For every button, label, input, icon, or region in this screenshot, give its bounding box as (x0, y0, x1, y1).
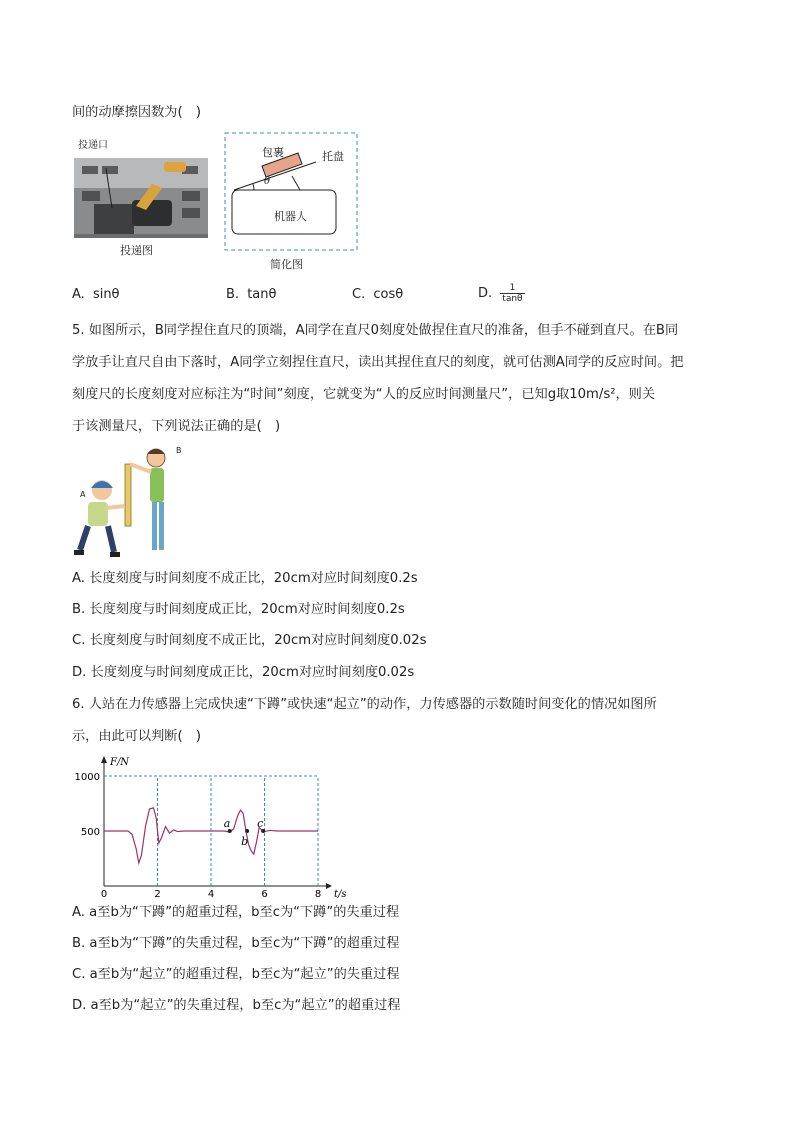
y-axis-arrow (101, 756, 107, 763)
q4-option-b[interactable] (226, 287, 276, 302)
q5-line-1: 5. 如图所示，B同学捏住直尺的顶端，A同学在直尺0刻度处做捏住直尺的准备，但手不碰到直尺。在B同 (72, 323, 679, 338)
fraction-denominator: tanθ (502, 294, 523, 304)
y-axis-label: F/N (110, 757, 130, 768)
point-label-c: c (257, 817, 264, 830)
q5-option-d[interactable]: D. 长度刻度与时间刻度成正比，20cm对应时间刻度0.02s (72, 665, 415, 680)
photo-label-delivery-port: 投递口 (78, 140, 108, 151)
q5-line-3: 刻度尺的长度刻度对应标注为“时间”刻度，它就变为“人的反应时间测量尺”，已知g取10m/s²，则关 (72, 387, 656, 402)
q6-option-c[interactable]: C. a至b为“起立”的超重过程，b至c为“起立”的失重过程 (72, 967, 400, 982)
force-time-svg (72, 754, 362, 900)
option-text: cosθ (373, 287, 404, 302)
option-letter: D. (478, 286, 493, 301)
option-letter: C. (352, 287, 366, 302)
point-label-a: a (223, 817, 231, 830)
photo-caption: 投递图 (120, 244, 153, 257)
x-tick-label: 6 (261, 889, 268, 900)
x-axis-label: t/s (334, 889, 347, 900)
q6-option-b[interactable]: B. a至b为“下蹲”的失重过程，b至c为“下蹲”的超重过程 (72, 936, 400, 951)
fraction-numerator: 1 (500, 283, 524, 294)
option-letter: B. (226, 287, 240, 302)
q4-option-a[interactable] (72, 287, 120, 302)
x-tick-label: 8 (314, 889, 322, 900)
q5-option-a[interactable]: A. 长度刻度与时间刻度不成正比，20cm对应时间刻度0.2s (72, 571, 418, 586)
y-tick-label: 500 (80, 827, 100, 838)
diagram-caption: 简化图 (270, 258, 303, 271)
q5-students-figure (72, 444, 192, 562)
q4-option-d[interactable] (478, 283, 525, 304)
q6-option-a[interactable]: A. a至b为“下蹲”的超重过程，b至c为“下蹲”的失重过程 (72, 905, 400, 920)
label-tray: 托盘 (322, 150, 344, 163)
point-b (245, 829, 249, 833)
option-fraction (500, 283, 524, 304)
q4-options (72, 283, 632, 309)
label-student-a: A (80, 490, 86, 499)
x-tick-label: 2 (154, 889, 161, 900)
q6-option-d[interactable]: D. a至b为“起立”的失重过程，b至c为“起立”的超重过程 (72, 998, 401, 1013)
q5-line-4: 于该测量尺，下列说法正确的是( ) (72, 419, 281, 434)
option-text: tanθ (247, 287, 277, 302)
label-theta: θ (264, 176, 271, 187)
q5-line-2: 学放手让直尺自由下落时，A同学立刻捏住直尺，读出其捏住直尺的刻度，就可估测A同学的反应时间。把 (72, 355, 684, 370)
q5-option-b[interactable]: B. 长度刻度与时间刻度成正比，20cm对应时间刻度0.2s (72, 602, 405, 617)
q6-line-1: 6. 人站在力传感器上完成快速“下蹲”或快速“起立”的动作，力传感器的示数随时间变化的情况如图所 (72, 697, 657, 712)
x-tick-label: 0 (100, 889, 108, 900)
q5-option-c[interactable]: C. 长度刻度与时间刻度不成正比，20cm对应时间刻度0.02s (72, 633, 427, 648)
q4-photo-figure (72, 136, 212, 260)
label-robot: 机器人 (274, 210, 307, 223)
x-axis-arrow (326, 883, 332, 889)
y-tick-label: 1000 (74, 772, 100, 783)
point-label-b: b (241, 835, 249, 848)
label-student-b: B (176, 446, 182, 455)
q6-line-2: 示，由此可以判断( ) (72, 729, 201, 744)
q4-stem-tail: 间的动摩擦因数为( ) (72, 105, 201, 120)
q4-simplified-diagram (224, 132, 360, 272)
option-letter: A. (72, 287, 85, 302)
students-illustration (72, 444, 192, 562)
option-text: sinθ (92, 287, 120, 302)
x-tick-label: 4 (207, 889, 215, 900)
force-time-chart (72, 754, 362, 900)
q4-option-c[interactable] (352, 287, 403, 302)
label-package: 包裹 (262, 146, 284, 159)
